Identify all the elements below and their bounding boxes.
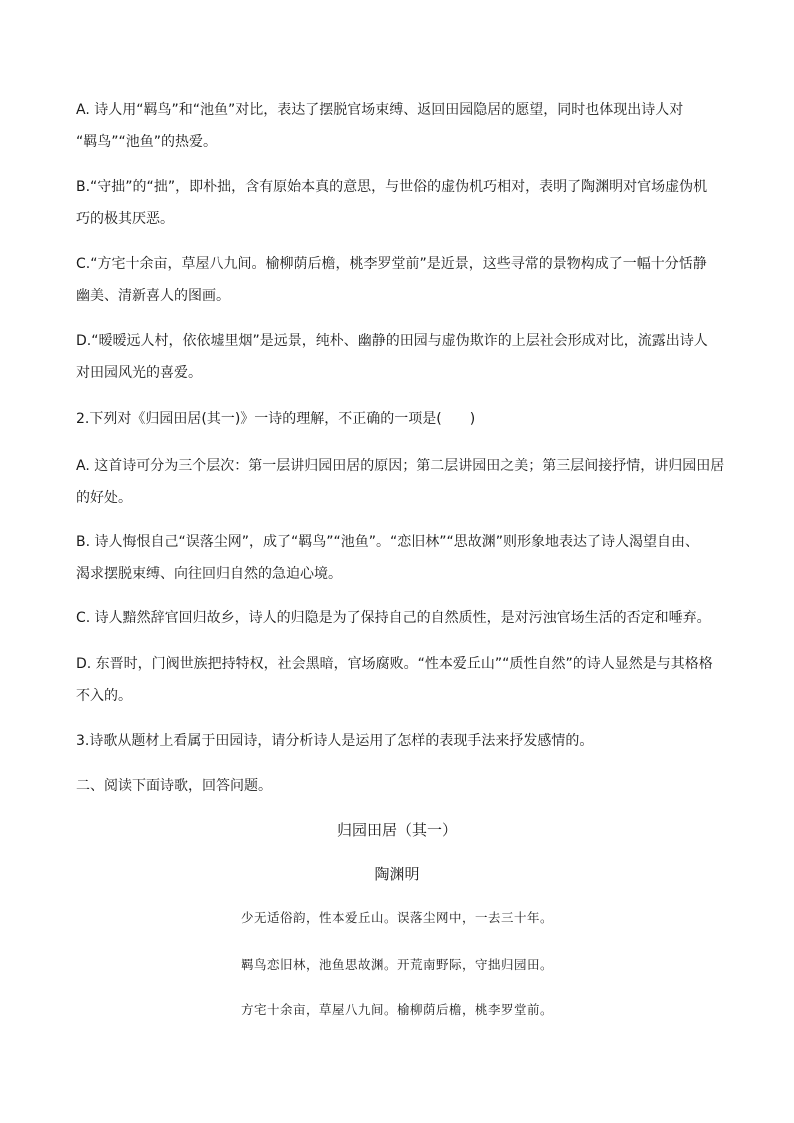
poem-author: 陶渊明: [374, 865, 420, 883]
q2-option-b: [76, 526, 726, 590]
text-line: B.“守拙”的“拙”，即朴拙，含有原始本真的意思，与世俗的虚伪机巧相对，表明了陶渊明对官场虚伪机: [76, 179, 708, 195]
section-heading: 二、阅读下面诗歌，回答问题。: [76, 778, 272, 794]
poem-title: 归园田居（其一）: [336, 821, 457, 839]
poem-line: 方宅十余亩，草屋八九间。榆柳荫后檐，桃李罗堂前。: [240, 1002, 553, 1017]
text-line: “羁鸟”“池鱼”的热爱。: [76, 134, 218, 150]
text-line: A. 诗人用“羁鸟”和“池鱼”对比，表达了摆脱官场束缚、返回田园隐居的愿望，同时也体现出诗人对: [76, 102, 684, 118]
text-line: 渴求摆脱束缚、向往回归自然的急迫心境。: [76, 566, 342, 582]
q1-option-b: [76, 171, 726, 235]
poem-line: 少无适俗韵，性本爱丘山。误落尘网中，一去三十年。: [240, 910, 553, 925]
text-line: 不入的。: [76, 688, 132, 704]
q2-stem: 2.下列对《归园田居(其一)》一诗的理解，不正确的一项是( ): [76, 411, 476, 427]
text-line: 的好处。: [76, 490, 132, 506]
q1-option-d: [76, 325, 726, 389]
text-line: 巧的极其厌恶。: [76, 211, 174, 227]
q3-text: 3.诗歌从题材上看属于田园诗，请分析诗人是运用了怎样的表现手法来抒发感情的。: [76, 733, 594, 749]
q1-option-a: [76, 94, 726, 158]
q2-option-c: [76, 602, 726, 634]
q1-option-c: [76, 248, 726, 312]
q2-option-a: [76, 450, 726, 514]
poem-line: 羁鸟恋旧林，池鱼思故渊。开荒南野际，守拙归园田。: [240, 957, 553, 972]
text-line: D. 东晋时，门阀世族把持特权，社会黑暗，官场腐败。“性本爱丘山”“质性自然”的诗人显然是与其格格: [76, 656, 713, 672]
text-line: 幽美、清新喜人的图画。: [76, 288, 230, 304]
text-line: A. 这首诗可分为三个层次：第一层讲归园田居的原因；第二层讲园田之美；第三层间接抒情，讲归园田居: [76, 458, 725, 474]
text-line: C.“方宅十余亩，草屋八九间。榆柳荫后檐，桃李罗堂前”是近景，这些寻常的景物构成了一幅十分恬静: [76, 256, 707, 272]
q2-option-d: [76, 648, 726, 712]
text-line: C. 诗人黯然辞官回归故乡，诗人的归隐是为了保持自己的自然质性，是对污浊官场生活的否定和唾弃。: [76, 610, 711, 626]
text-line: 对田园风光的喜爱。: [76, 365, 202, 381]
text-line: B. 诗人悔恨自己“误落尘网”，成了“羁鸟”“池鱼”。“恋旧林”“思故渊”则形象地表达了诗人渴望自由、: [76, 534, 700, 550]
text-line: D.“暧暧远人村，依依墟里烟”是远景，纯朴、幽静的田园与虚伪欺诈的上层社会形成对比，流露出诗人: [76, 333, 708, 349]
